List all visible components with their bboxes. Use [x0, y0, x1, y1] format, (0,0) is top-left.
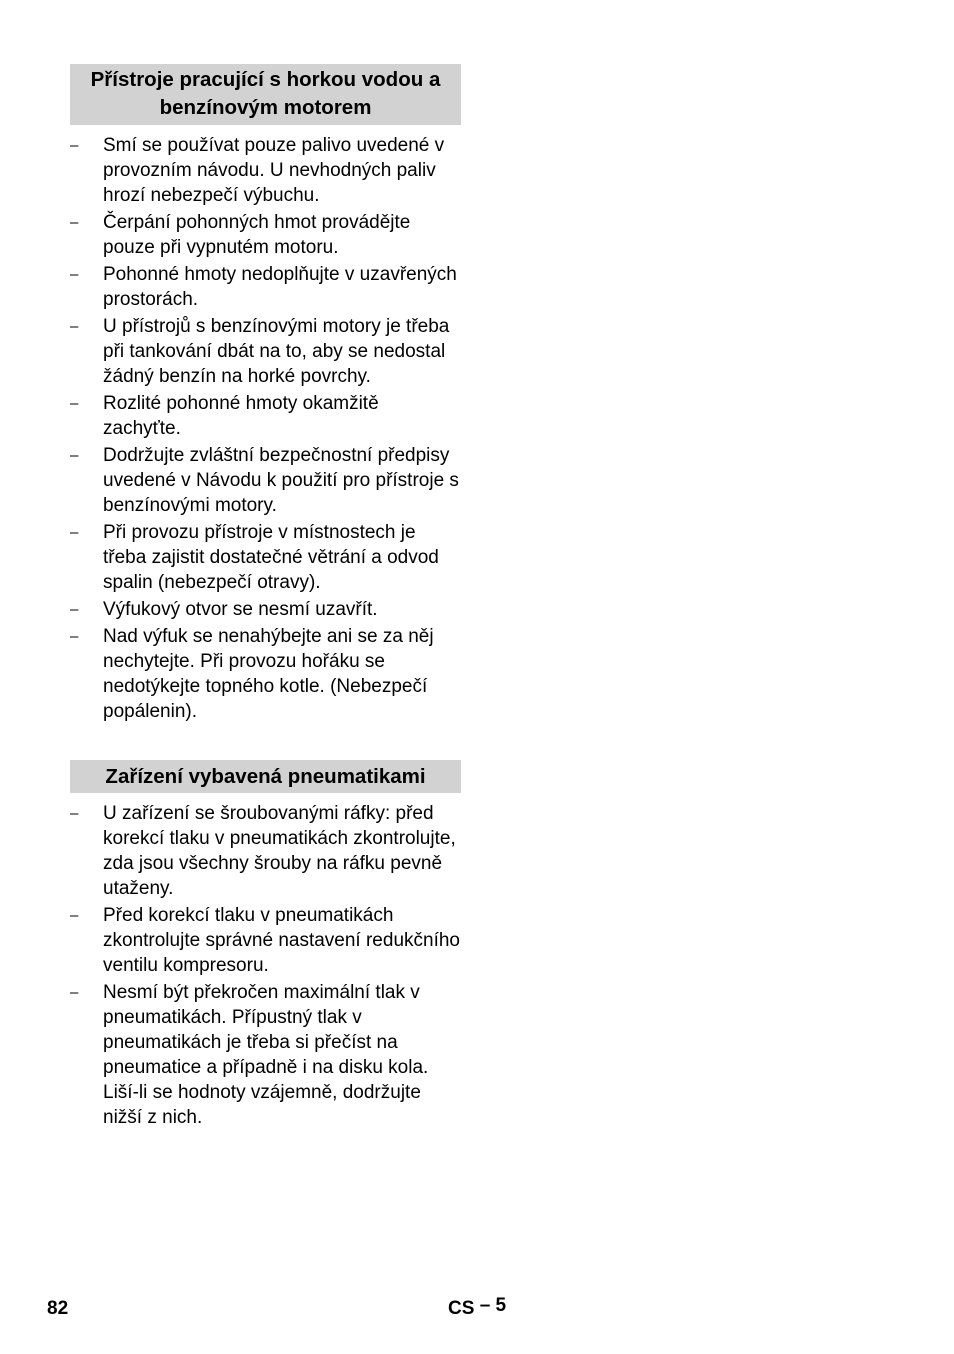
language-section-marker — [448, 1295, 507, 1320]
dash-bullet: – — [70, 395, 79, 412]
list-item-text: Výfukový otvor se nesmí uzavřít. — [103, 599, 378, 620]
list-item-text: Před korekcí tlaku v pneumatikách zkontrolujte správné nastavení redukčního ventilu kompresoru. — [103, 905, 460, 976]
list-item-text: Nesmí být překročen maximální tlak v pneumatikách. Přípustný tlak v pneumatikách je třeba si přečíst na pneumatice a případně i na disku kola. Liší-li se hodnoty vzájemně, dodržujte nižší z nich. — [103, 982, 429, 1128]
dash-bullet: – — [70, 447, 79, 464]
dash-bullet: – — [70, 984, 79, 1001]
list-item — [70, 391, 461, 441]
dash-bullet: – — [70, 318, 79, 335]
dash-bullet: – — [70, 214, 79, 231]
list-item — [70, 262, 461, 312]
list-item-text: Smí se používat pouze palivo uvedené v provozním návodu. U nevhodných paliv hrozí nebezpečí výbuchu. — [103, 135, 445, 206]
list-item — [70, 624, 461, 724]
bullet-list-tyres — [70, 801, 461, 1132]
list-item — [70, 801, 461, 901]
list-item-text: U přístrojů s benzínovými motory je třeba při tankování dbát na to, aby se nedostal žádný benzín na horké povrchy. — [103, 316, 450, 387]
dash-bullet: – — [70, 907, 79, 924]
list-item-text: Pohonné hmoty nedoplňujte v uzavřených prostorách. — [103, 264, 457, 310]
list-item-text: Dodržujte zvláštní bezpečnostní předpisy uvedené v Návodu k použití pro přístroje s benzínovými motory. — [103, 445, 459, 516]
dash-bullet: – — [70, 524, 79, 541]
list-item-text: Čerpání pohonných hmot provádějte pouze při vypnutém motoru. — [103, 212, 411, 258]
list-item — [70, 597, 461, 622]
dash-bullet: – — [70, 266, 79, 283]
list-item — [70, 980, 461, 1130]
section-page-number: – 5 — [479, 1295, 507, 1316]
list-item — [70, 520, 461, 595]
dash-bullet: – — [70, 601, 79, 618]
list-item-text: Rozlité pohonné hmoty okamžitě zachyťte. — [103, 393, 379, 439]
list-item-text: Nad výfuk se nenahýbejte ani se za něj nechytejte. Při provozu hořáku se nedotýkejte topného kotle. (Nebezpečí popálenin). — [103, 626, 434, 722]
list-item-text: U zařízení se šroubovanými ráfky: před korekcí tlaku v pneumatikách zkontrolujte, zda jsou všechny šrouby na ráfku pevně utaženy. — [103, 803, 456, 899]
list-item — [70, 210, 461, 260]
dash-bullet: – — [70, 137, 79, 154]
list-item — [70, 133, 461, 208]
list-item — [70, 443, 461, 518]
section-heading-tyres: Zařízení vybavená pneumatikami — [70, 760, 461, 793]
page-number: 82 — [47, 1298, 69, 1319]
dash-bullet: – — [70, 628, 79, 645]
list-item — [70, 314, 461, 389]
section-heading-hot-water-petrol: Přístroje pracující s horkou vodou a benzínovým motorem — [70, 64, 461, 125]
bullet-list-hot-water-petrol — [70, 133, 461, 726]
list-item — [70, 903, 461, 978]
list-item-text: Při provozu přístroje v místnostech je třeba zajistit dostatečné větrání a odvod spalin (nebezpečí otravy). — [103, 522, 439, 593]
language-code: CS — [448, 1298, 475, 1319]
dash-bullet: – — [70, 805, 79, 822]
